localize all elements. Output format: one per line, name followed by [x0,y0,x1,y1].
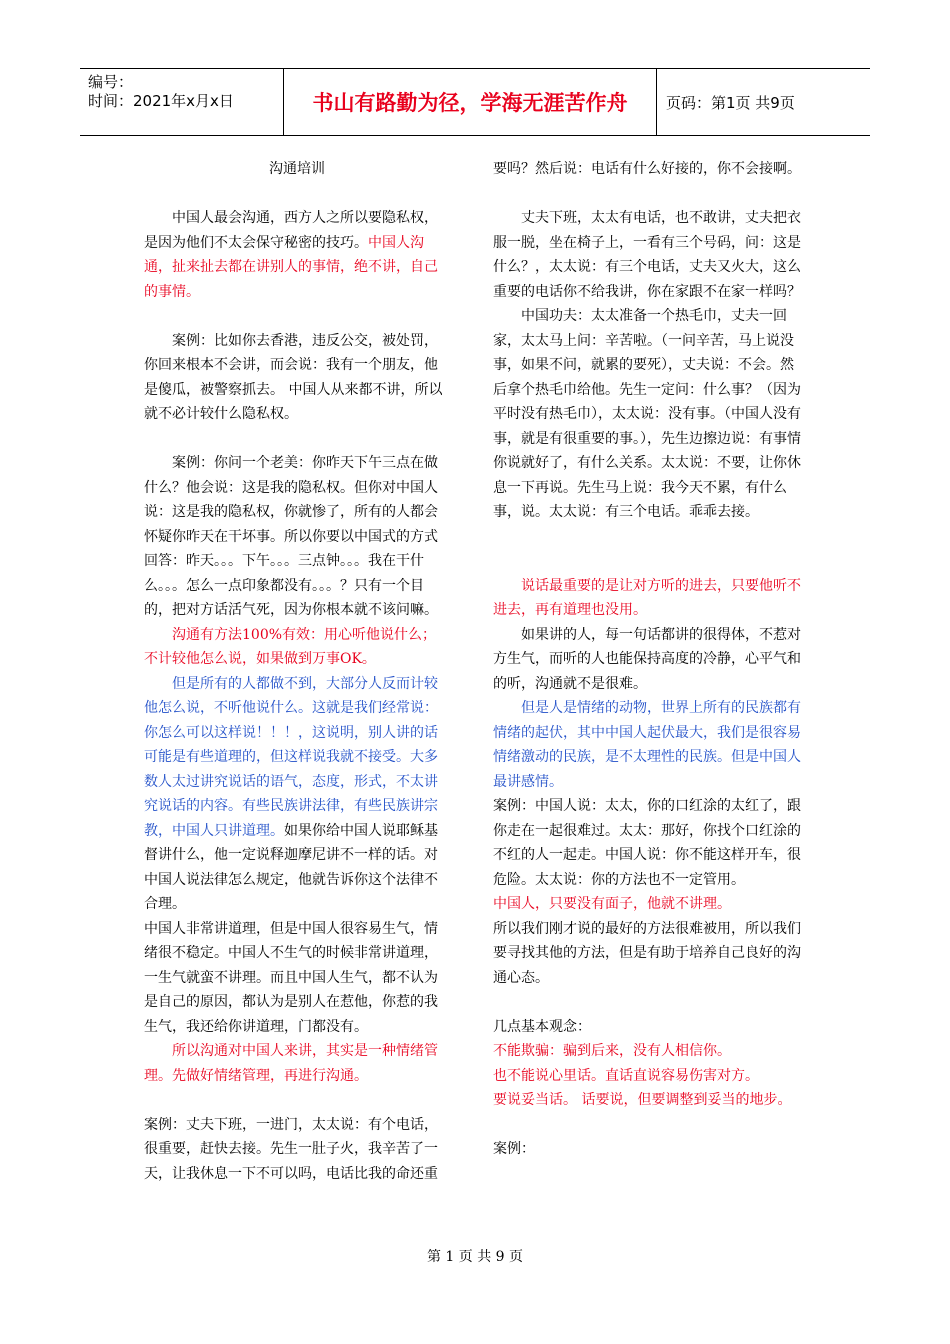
highlight-text: 中国人沟通，扯来扯去都在讲别人的事情，绝不讲，自己的事情。 [144,234,438,300]
highlight-paragraph: 也不能说心里话。直话直说容易伤害对方。 [493,1067,759,1084]
paragraph: 案例：丈夫下班，一进门，太太说：有个电话，很重要，赶快去接。先生一肚子火，我辛苦了一天，让我休息一下不可以吗，电话比我的命还重 [144,1116,438,1182]
header-page-info: 页码：第1页 共9页 [666,93,795,112]
highlight-paragraph: 说话最重要的是让对方听的进去，只要他听不进去，再有道理也没用。 [493,577,801,618]
header-meta [88,73,288,111]
right-column [493,157,805,1162]
paragraph: 要吗？然后说：电话有什么好接的，你不会接啊。 [493,161,801,177]
code-label: 编号： [88,73,134,91]
page-header [80,68,870,136]
paragraph [144,672,450,917]
paragraph: 丈夫下班，太太有电话，也不敢讲，丈夫把衣服一脱，坐在椅子上，一看有三个号码，问：这是什么？，太太说：有三个电话，丈夫又火大，这么重要的电话你不给我讲，你在家跟不在家一样吗？ [493,210,801,300]
paragraph-text: 中国人最会沟通，西方人之所以要隐私权，是因为他们不太会保守秘密的技巧。 [144,210,438,251]
paragraph: 如果讲的人，每一句话都讲的很得体，不惹对方生气，而听的人也能保持高度的冷静，心平气和的听，沟通就不是很难。 [493,626,801,692]
highlight-paragraph: 沟通有方法100%有效：用心听他说什么；不计较他怎么说，如果做到万事OK。 [144,626,437,667]
paragraph: 案例： [493,1141,535,1157]
paragraph: 中国功夫：太太准备一个热毛巾，丈夫一回家，太太马上问：辛苦啦。（一问辛苦，马上说没事，如果不问，就累的要死），丈夫说：不会。然后拿个热毛巾给他。先生一定问：什么事？（因为平时没有热毛巾），太太说：没有事。（中国人没有事，就是有很重要的事。），先生边擦边说：有事情你说就好了，有什么关系。太太说：不要，让你休息一下再说。先生马上说：我今天不累，有什么事，说。太太说：有三个电话。乖乖去接。 [493,308,801,520]
page-footer: 第 1 页 共 9 页 [426,1249,524,1265]
paragraph: 几点基本观念： [493,1018,591,1035]
highlight-paragraph: 不能欺骗：骗到后来，没有人相信你。 [493,1043,731,1059]
time-label: 时间：2021年x月x日 [88,92,234,110]
header-divider [656,69,657,135]
header-motto: 书山有路勤为径，学海无涯苦作舟 [312,91,628,115]
paragraph-text: 如果你给中国人说耶稣基督讲什么，他一定说释迦摩尼讲不一样的话。对中国人说法律怎么规定，他就告诉你这个法律不合理。 [144,822,438,912]
highlight-paragraph: 要说妥当话。 话要说，但要调整到妥当的地步。 [493,1092,792,1108]
highlight-paragraph: 中国人，只要没有面子，他就不讲理。 [493,896,731,912]
left-column [144,157,450,1186]
paragraph: 案例：比如你去香港，违反公交，被处罚，你回来根本不会讲，而会说：我有一个朋友，他是傻瓜，被警察抓去。 中国人从来都不讲，所以就不必计较什么隐私权。 [144,332,443,422]
document-title: 沟通培训 [269,161,325,177]
paragraph [144,206,450,304]
paragraph: 中国人非常讲道理，但是中国人很容易生气，情绪很不稳定。中国人不生气的时候非常讲道理，一生气就蛮不讲理。而且中国人生气，都不认为是自己的原因，都认为是别人在惹他，你惹的我生气，我还给你讲道理，门都没有。 [144,920,438,1035]
paragraph: 案例：中国人说：太太，你的口红涂的太红了，跟你走在一起很难过。太太：那好，你找个口红涂的不红的人一起走。中国人说：你不能这样开车，很危险。太太说：你的方法也不一定管用。 [493,798,801,888]
highlight-text: 但是所有的人都做不到，大部分人反而计较他怎么说，不听他说什么。这就是我们经常说：你怎么可以这样说！！！，这说明，别人讲的话可能是有些道理的，但这样说我就不接受。大多数人太过讲究说话的语气，态度，形式，不太讲究说话的内容。有些民族讲法律，有些民族讲宗教，中国人只讲道理。 [144,675,438,839]
paragraph: 所以我们刚才说的最好的方法很难被用，所以我们要寻找其他的方法，但是有助于培养自己良好的沟通心态。 [493,920,801,986]
highlight-paragraph: 但是人是情绪的动物，世界上所有的民族都有情绪的起伏，其中中国人起伏最大，我们是很容易情绪激动的民族，是不太理性的民族。但是中国人最讲感情。 [493,700,801,790]
paragraph: 案例：你问一个老美：你昨天下午三点在做什么？他会说：这是我的隐私权。但你对中国人说：这是我的隐私权，你就惨了，所有的人都会怀疑你昨天在干坏事。所以你要以中国式的方式回答：昨天。。。下午。。。三点钟。。。我在干什么。。。怎么一点印象都没有。。。？只有一个目的，把对方话活气死，因为你根本就不该问嘛。 [144,455,438,618]
highlight-paragraph: 所以沟通对中国人来讲，其实是一种情绪管理。先做好情绪管理，再进行沟通。 [144,1043,438,1084]
